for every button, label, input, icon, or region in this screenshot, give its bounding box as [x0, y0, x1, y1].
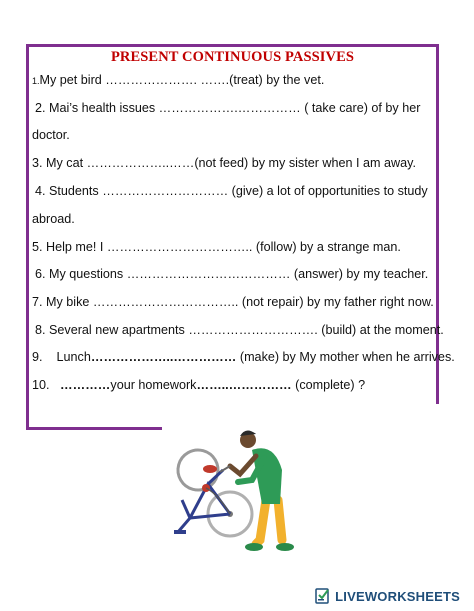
question-number: 3. — [32, 156, 43, 170]
liveworksheets-logo — [314, 587, 460, 605]
question-text: (make) by My mother when he arrives. — [236, 350, 455, 364]
question-10 — [32, 377, 434, 393]
frame-border-bottom — [26, 427, 162, 430]
question-3 — [32, 155, 434, 171]
question-1 — [32, 72, 434, 89]
question-number: 5. — [32, 240, 43, 254]
question-text: Several new apartments …………………………. (build) at the moment. — [49, 323, 444, 337]
question-number: 7. — [32, 295, 43, 309]
question-text: My bike …………………………….. (not repair) by my father right now. — [46, 295, 434, 309]
question-7 — [32, 294, 434, 310]
question-text: Lunch — [56, 350, 91, 364]
question-5 — [32, 239, 434, 255]
question-text: Help me! I …………………………….. (follow) by a strange man. — [46, 240, 401, 254]
question-2-continued — [32, 127, 434, 143]
frame-border-top — [26, 44, 439, 47]
question-text: Students ………………………… (give) a lot of opportunities to study — [49, 184, 428, 198]
question-text: abroad. — [32, 212, 75, 226]
bicycle-repair-icon — [168, 422, 308, 557]
worksheet-logo-icon — [314, 587, 332, 605]
answer-blank: ……..…………… — [196, 378, 292, 392]
question-9 — [32, 349, 455, 365]
question-number: 10. — [32, 378, 50, 392]
answer-blank: ………… — [60, 378, 111, 392]
question-8 — [35, 322, 444, 338]
question-text: My cat ………………..……(not feed) by my sister when I am away. — [46, 156, 416, 170]
question-text: My pet bird …………………. …….(treat) by the vet. — [39, 73, 325, 87]
person-repairing-bicycle-illustration — [168, 422, 308, 557]
question-number: 8. — [35, 323, 46, 337]
answer-blank: ………………..…………… — [90, 350, 237, 364]
question-number: 1. — [32, 76, 40, 86]
worksheet-title: PRESENT CONTINUOUS PASSIVES — [110, 49, 355, 65]
question-number: 4. — [35, 184, 46, 198]
question-text: (complete) ? — [291, 378, 366, 392]
question-text: doctor. — [32, 128, 70, 142]
question-4-continued — [32, 211, 434, 227]
question-number: 9. — [32, 350, 43, 364]
frame-border-left — [26, 44, 29, 430]
question-6 — [35, 266, 437, 282]
question-number: 2. — [35, 101, 46, 115]
question-4 — [35, 183, 437, 199]
question-2 — [35, 100, 437, 116]
question-number: 6. — [35, 267, 46, 281]
brand-name: LIVEWORKSHEETS — [335, 588, 460, 604]
question-text: your homework — [110, 378, 197, 392]
question-text: Mai’s health issues ……………….…………… ( take care) of by her — [49, 101, 421, 115]
question-text: My questions ………………………………… (answer) by my teacher. — [49, 267, 429, 281]
